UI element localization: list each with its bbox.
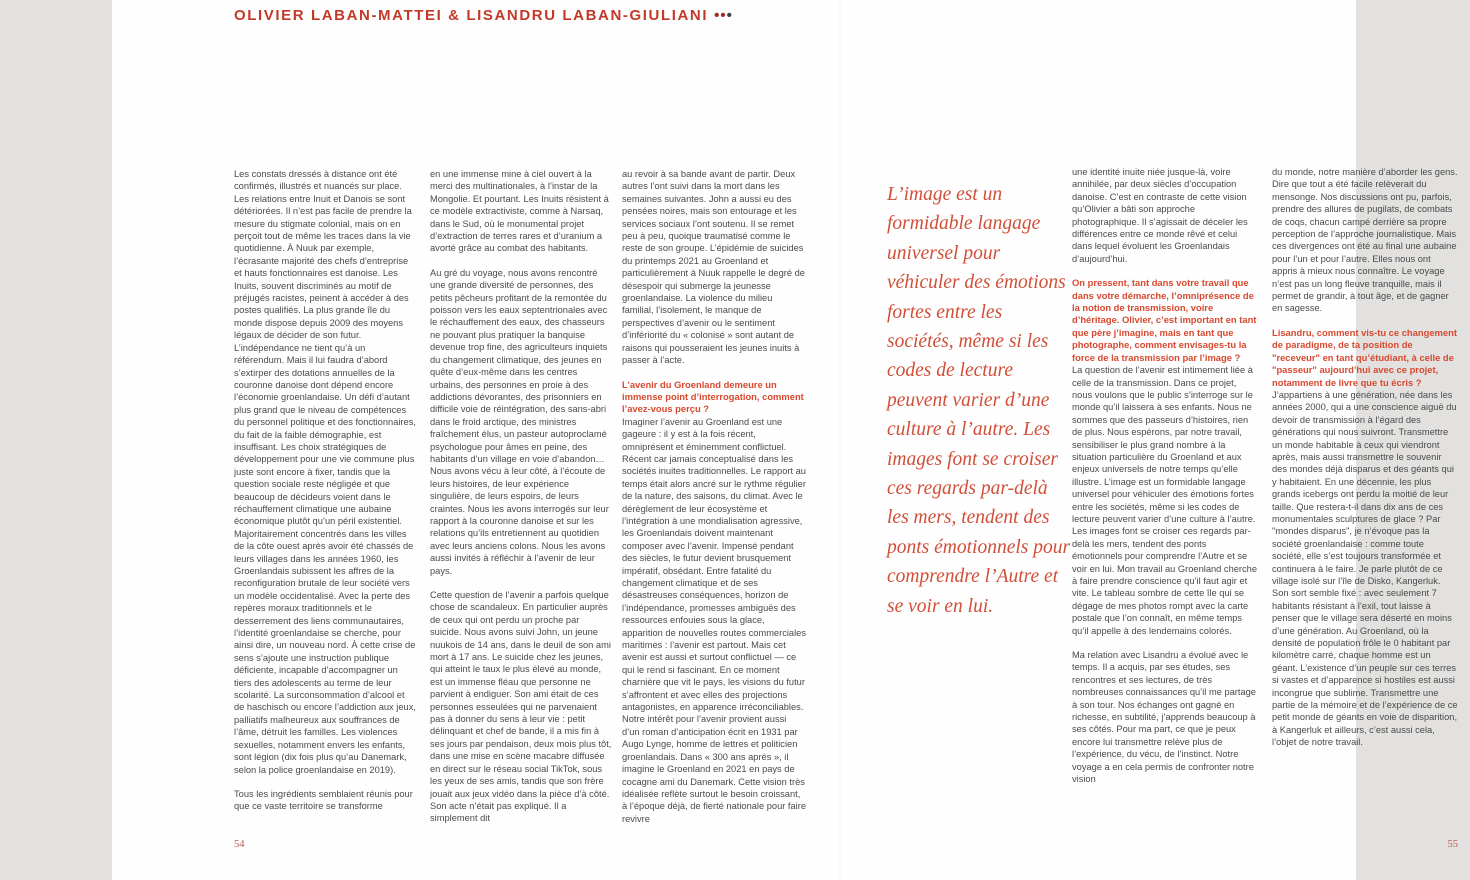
text-column-right-1 bbox=[1072, 166, 1258, 844]
text-column-left-3 bbox=[622, 168, 806, 846]
page-number-left: 54 bbox=[234, 839, 245, 850]
body-paragraph: du monde, notre manière d’aborder les gens. Dire que tout a été facile relèverait du mensonge. Nos discussions ont pu, parfois, prendre des allures de pugilats, de combats de coqs, chacun campé derrière sa propre perception de l’approche journalistique. Mais ces divergences ont été au final une aubaine pour l’un et pour l’autre. Elles nous ont appris à mieux nous connaître. Le voyage n’est pas un long fleuve tranquille, mais il permet de grandir, à tout âge, et de gagner en sagesse. bbox=[1272, 167, 1458, 314]
headline-ellipsis-marker: ••• bbox=[714, 7, 733, 24]
body-paragraph: Les constats dressés à distance ont été confirmés, illustrés et nuancés sur place. Les relations entre Inuit et Danois se sont détériorées. Il n’est pas facile de prendre la mesure du stigmate colonial, mais on en perçoit tout de même les traces dans la vie quotidienne. À Nuuk par exemple, l’écrasante majorité des chefs d’entreprise et hauts fonctionnaires est danoise. Les Inuits, souvent discriminés au motif de préjugés racistes, peinent à accéder à des postes qualifiés. La plus grande île du monde dispose depuis 2009 des moyens légaux de décider de son futur. L’indépendance ne tient qu’à un référendum. Mais il lui faudra d’abord s’extirper des dotations annuelles de la couronne danoise dont dépend encore l’économie groenlandaise. Un défi d’autant plus grand que le niveau de compétences du personnel politique et des fonctionnaires, du fait de la faible démographie, est insuffisant. Les choix stratégiques de développement pour une vie commune plus juste sont encore à fixer, tandis que la question sociale reste négligée et que beaucoup de décideurs voient dans le réchauffement climatique une aubaine économique plutôt qu’un péril existentiel. Majoritairement concentrés dans les villes de la côte ouest après avoir été chassés de leurs villages dans les années 1960, les Groenlandais subissent les affres de la reconfiguration brutale de leur société vers un modèle occidentalisé. Avec la perte des repères moraux traditionnels et le desserrement des liens communautaires, l’identité groenlandaise se cherche, pour ainsi dire, un nouveau nord. À cette crise de sens s’ajoute une instruction publique déficiente, incapable d’accompagner un tiers des adolescents au terme de leur scolarité. La surconsommation d’alcool et de haschisch ou encore l’addiction aux jeux, palliatifs malheureux aux souffrances de l’âme, détruit les familles. Les violences sexuelles, notamment envers les enfants, sont légion (dix fois plus qu’au Danemark, selon la police groenlandaise en 2019). bbox=[234, 169, 416, 775]
body-paragraph: en une immense mine à ciel ouvert à la merci des multinationales, à l’instar de la Mongolie. Et pourtant. Les Inuits résistent à ce modèle extractiviste, comme à Narsaq, dans le Sud, où le monumental projet d’extraction de terres rares et d’uranium a avorté grâce au combat des habitants. bbox=[430, 169, 609, 254]
text-column-right-2 bbox=[1272, 166, 1458, 844]
body-paragraph: Imaginer l’avenir au Groenland est une gageure : il y est à la fois récent, omniprésent et éminemment conflictuel. Récent car jamais conceptualisé dans les sociétés inuites traditionnelles. Le rapport au temps était alors ancré sur le rythme régulier de la nature, des saisons, du climat. Avec le dérèglement de leur écosystème et l’intégration à une mondialisation agressive, les Groenlandais doivent maintenant composer avec l’avenir. Impensé pendant des siècles, le futur devient brusquement impératif, obsédant. Entre fatalité du changement climatique et de ses désastreuses conséquences, horizon de l’indépendance, promesses ambiguës des ressources enfouies sous la glace, apparition de nouvelles routes commerciales maritimes : l’avenir est partout. Mais cet avenir est aussi et surtout conflictuel — ce qui le rend si fascinant. En ce moment charnière que vit le pays, les visions du futur s’affrontent et avec elles des projections antagonistes, en apparence irréconciliables. Notre intérêt pour l’avenir provient aussi d’un roman d’anticipation écrit en 1931 par Augo Lynge, homme de lettres et politicien groenlandais. Dans « 300 ans après », il imagine le Groenland en 2021 en pays de cocagne ami du Danemark. Cette vision très idéalisée reflète surtout le besoin croissant, à l’époque déjà, de fierté nationale pour faire revivre bbox=[622, 416, 806, 824]
page-gutter-divider bbox=[839, 0, 841, 880]
page-spread bbox=[112, 0, 1458, 880]
body-paragraph: Ma relation avec Lisandru a évolué avec le temps. Il a acquis, par ses études, ses rencontres et ses lectures, de très nombreuses connaissances qu’il me partage à son tour. Nos échanges ont gagné en richesse, en subtilité, j’apprends beaucoup à ses côtés. Pour ma part, ce que je peux encore lui transmettre relève plus de l’expérience, du vécu, de l’instinct. Notre voyage a en cela permis de confronter notre vision bbox=[1072, 650, 1256, 785]
page-number-right: 55 bbox=[1447, 839, 1458, 850]
body-paragraph: au revoir à sa bande avant de partir. Deux autres l’ont suivi dans la mort dans les semaines suivantes. John a aussi eu des pensées noires, mais son entourage et les services sociaux l’ont soutenu. Il se remet peu à peu, quoique traumatisé comme le reste de son groupe. L’épidémie de suicides du printemps 2021 au Groenland et particulièrement à Nuuk rappelle le degré de désespoir qui submerge la jeunesse groenlandaise. La violence du milieu familial, l’isolement, le manque de perspectives d’avenir ou le sentiment d’infériorité du « colonisé » sont autant de raisons qui pousseraient les jeunes inuits à passer à l’acte. bbox=[622, 169, 805, 366]
body-paragraph: Au gré du voyage, nous avons rencontré une grande diversité de personnes, des petits pêcheurs profitant de la remontée du poisson vers les eaux septentrionales avec le réchauffement des eaux, des chasseurs ne pouvant plus pratiquer la banquise devenue trop fine, des agriculteurs inquiets du changement climatique, des jeunes en quête d’eux-même dans les centres urbains, des personnes en proie à des addictions dévorantes, des prisonniers en difficile voie de réintégration, des sans-abri dans le froid arctique, des ministres fraîchement élus, un pasteur autoproclamé psychologue pour âmes en peine, des habitants d’un village en voie d’abandon… Nous avons vécu à leur côté, à l’écoute de leurs histoires, de leur expérience singulière, de leurs espoirs, de leurs craintes. Nous les avons interrogés sur leur rapport à la couronne danoise et sur les relations qu’ils entretiennent au quotidien avec leurs anciens colons. Nous les avons aussi invités à réfléchir à l’avenir de leur pays. bbox=[430, 267, 609, 576]
body-paragraph: J’appartiens à une génération, née dans les années 2000, qui a une conscience aiguë du devoir de transmission à l’égard des générations qui nous suivront. Transmettre un monde habitable à ceux qui viendront après, mais aussi transmettre le souvenir des mondes déjà disparus et des géants qui y habitaient. En une décennie, les plus grands icebergs ont perdu la moitié de leur taille. Que restera-t-il dans dix ans de ces monumentales sculptures de glace ? Par "mondes disparus", je n’évoque pas la société groenlandaise : comme toute société, elle s’est toujours transformée et continuera à le faire. Je parle plutôt de ce village isolé sur l’île de Disko, Kangerluk. Son sort semble fixé : avec seulement 7 habitants résistant à l’exil, tout laisse à penser que le village sera déserté en moins d’une génération. Au Groenland, où la densité de population frôle le 0 habitant par kilomètre carré, chaque homme est un géant. L’existence d’un peuple sur ces terres si vastes et d’apparence si hostiles est aussi incongrue que sublime. Transmettre une partie de la mémoire et de l’expérience de ce petit monde de géants en voie de disparition, à Kangerluk et ailleurs, c’est aussi cela, l’objet de notre travail. bbox=[1272, 389, 1458, 748]
body-paragraph: Cette question de l’avenir a parfois quelque chose de scandaleux. En particulier auprès de ceux qui ont perdu un proche par suicide. Nous avons suivi John, un jeune nuukois de 14 ans, dans le deuil de son ami mort à 17 ans. Le suicide chez les jeunes, qui atteint le taux le plus élevé au monde, est un immense fléau que personne ne parvient à endiguer. Son ami était de ces personnes esseulées qui ne parvenaient pas à donner du sens à leur vie : petit délinquant et chef de bande, il a mis fin à ses jours par pendaison, deux mois plus tôt, dans une mise en scène macabre diffusée en direct sur le réseau social TikTok, sous les yeux de ses amis, tandis que son frère jouait aux jeux vidéo dans la pièce d’à côté. Son acte n’était pas expliqué. Il a simplement dit bbox=[430, 590, 612, 824]
pull-quote: L’image est un formidable langage universel pour véhiculer des émotions fortes entre les sociétés, même si les codes de lecture peuvent varier d’une culture à l’autre. Les images font se croiser ces regards par-delà les mers, tendent des ponts émotionnels pour comprendre l’Autre et se voir en lui. bbox=[887, 184, 1071, 617]
headline-text: OLIVIER LABAN-MATTEI & LISANDRU LABAN-GIULIANI bbox=[234, 7, 709, 24]
article-authors-headline bbox=[234, 7, 733, 24]
body-paragraph: une identité inuite niée jusque-là, voire annihilée, par deux siècles d’occupation danoise. C’est en contraste de cette vision qu’Olivier a bâti son approche photographique. Il s’agissait de déceler les différences entre ce monde rêvé et celui dans lequel évoluent les Groenlandais d’aujourd’hui. bbox=[1072, 167, 1248, 264]
text-column-left-2 bbox=[430, 168, 612, 846]
interview-question-subhead: On pressent, tant dans votre travail que dans votre démarche, l’omniprésence de la notion de transmission, voire d’héritage. Olivier, c’est important en tant que père j’imagine, mais en tant que photographe, comment envisages-tu la force de la transmission par l’image ? bbox=[1072, 277, 1257, 363]
body-paragraph: La question de l’avenir est intimement liée à celle de la transmission. Dans ce projet, nous voulons que le public s’interroge sur le monde qu’il laissera à ses enfants. Nous ne sommes que des passeurs d’histoires, rien de plus. Nous espérons, par notre travail, sensibiliser le plus grand nombre à la situation particulière du Groenland et aux enjeux universels de notre temps qu’elle illustre. L’image est un formidable langage universel pour véhiculer des émotions fortes entre les sociétés, même si les codes de lecture peuvent varier d’une culture à l’autre. Les images font se croiser ces regards par-delà les mers, tendent des ponts émotionnels pour comprendre l’Autre et se voir en lui. Mon travail au Groenland cherche à faire prendre conscience qu’il faut agir et vite. Le tableau sombre de cette île qui se dégage de mes photos rompt avec la carte postale que l’on connaît, en même temps qu’il appelle à des lendemains colorés. bbox=[1072, 365, 1258, 636]
body-paragraph: Tous les ingrédients semblaient réunis pour que ce vaste territoire se transforme bbox=[234, 788, 413, 812]
interview-question-subhead: L’avenir du Groenland demeure un immense point d’interrogation, comment l’avez-vous perçu ? bbox=[622, 378, 804, 415]
text-column-left-1 bbox=[234, 168, 416, 846]
interview-question-subhead: Lisandru, comment vis-tu ce changement de paradigme, de ta position de "receveur" en tant qu’étudiant, à celle de "passeur" aujourd’hui avec ce projet, notamment de livre que tu écris ? bbox=[1272, 326, 1457, 388]
